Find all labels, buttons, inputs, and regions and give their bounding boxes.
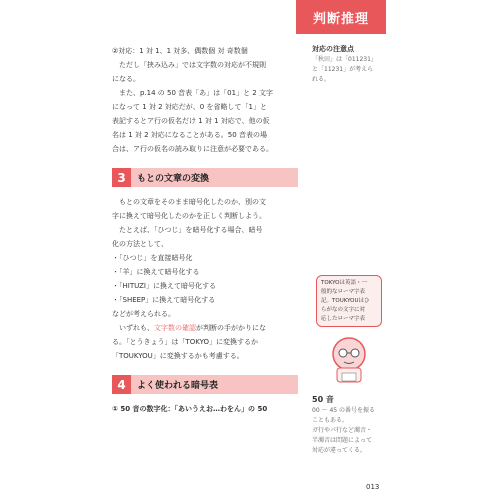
text-line: ただし「挟み込み」では文字数の対応が不規則 [119,61,266,69]
text-line: また、p.14 の 50 音表「あ」は「01」と 2 文字 [119,89,273,97]
text-line: ②対応：1 対 1、1 対多、偶数個 対 奇数個 [112,47,248,55]
text-line [112,321,298,335]
section-title: もとの文章の変換 [137,174,210,184]
section-title: よく使われる暗号表 [137,381,219,391]
text-line: 表記するとア行の仮名だけ 1 対 1 対応で、他の仮 [112,117,270,125]
bullet-item: ・「HITUZI」に換えて暗号化する [112,282,216,290]
side-term-text: 対応が違ってくる。 [312,447,367,454]
bullet-item: ・「羊」に換えて暗号化する [112,268,200,276]
text-line: 化の方法として、 [112,240,168,248]
sidebar-text: 「秋田」は「011231」 [312,56,377,63]
sidebar-title: 対応の注意点 [312,45,354,53]
section-number: 3 [112,168,131,187]
text-segment: いずれも、 [119,324,154,332]
chapter-tab: 判断推理 [296,0,386,34]
text-line: 名は 1 対 2 対応になることがある。50 音表の場 [112,131,267,139]
page-number: 013 [366,483,380,491]
text-segment: が判断の手がかりにな [196,324,266,332]
sidebar-text: れる。 [312,76,331,83]
text-line: たとえば、「ひつじ」を暗号化する場合、暗号 [119,226,263,234]
text-line: る。「とうきょう」は「TOKYO」に変換するか [112,338,259,346]
bullet-item: ・「SHEEP」に換えて暗号化する [112,296,216,304]
bubble-text: 般的なローマ字表 [321,289,366,295]
bubble-text: TOKYOは英語・一 [321,280,367,286]
mascot-illustration [322,332,376,386]
section-heading-4 [112,375,298,394]
text-line: 字に換えて暗号化したのかを正しく判断しよう。 [112,212,266,220]
bubble-text: 応したローマ字表 [321,316,366,322]
bullet-item: ・「ひつじ」を直接暗号化 [112,254,193,262]
side-term [312,394,392,456]
section-heading-3 [112,168,298,187]
text-line: ① 50 音の数字化：「あいうえお…わをん」の 50 [112,405,268,413]
text-line: になる。 [112,75,140,83]
text-line: になって 1 対 2 対応だが、0 を省略して「1」と [112,103,267,111]
speech-bubble [316,275,382,327]
section-number: 4 [112,375,131,394]
side-term-text: 00 ～ 45 の番号を振る [312,407,375,414]
text-line: 合は、ア行の仮名の読み取りに注意が必要である。 [112,145,273,153]
text-line: 「TOUKYOU」に変換するかも考慮する。 [112,352,244,360]
highlight-text: 文字数の確認 [154,324,196,332]
sidebar-note [312,44,392,85]
text-line: などが考えられる。 [112,310,175,318]
side-term-text: 半濁音は問題によって [312,437,373,444]
side-term-text: ガ行やパ行など濁音・ [312,427,373,434]
bubble-text: 記。TOUKYOUはひ [321,298,370,304]
side-term-title: 50 音 [312,395,334,404]
bubble-text: らがなの文字に対 [321,307,366,313]
sidebar-text: と「11231」が考えら [312,66,374,73]
main-column [112,44,298,416]
text-line: もとの文章をそのまま暗号化したのか、別の文 [119,198,266,206]
side-term-text: こともある。 [312,417,349,424]
